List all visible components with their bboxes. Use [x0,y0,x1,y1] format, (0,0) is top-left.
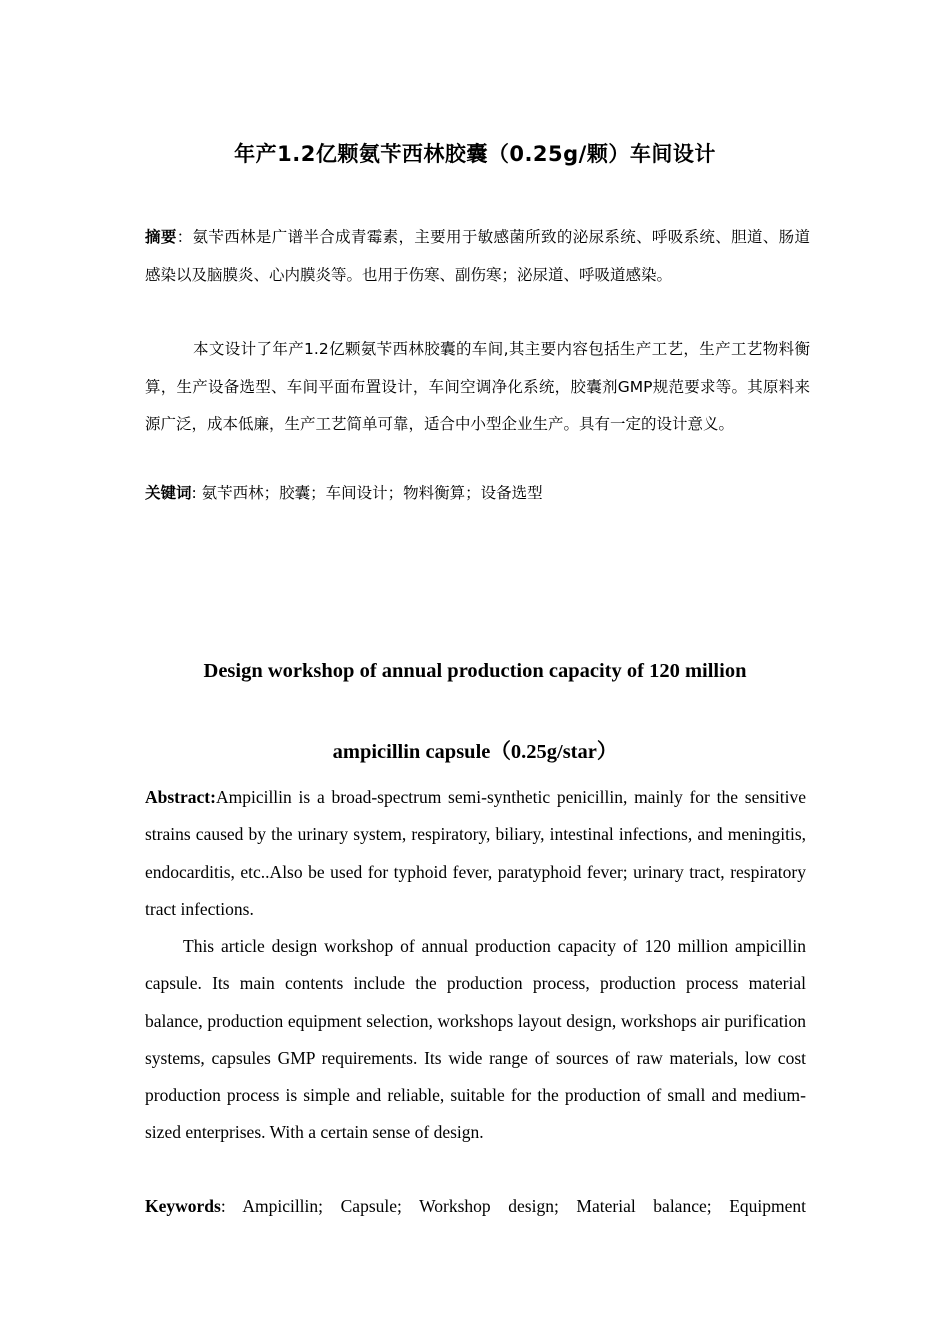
english-abstract [145,779,806,928]
chinese-abstract-text: ：氨苄西林是广谱半合成青霉素，主要用于敏感菌所致的泌尿系统、呼吸系统、胆道、肠道感染以及脑膜炎、心内膜炎等。也用于伤寒、副伤寒；泌尿道、呼吸道感染。 [145,228,810,284]
english-body-paragraph: This article design workshop of annual production capacity of 120 million ampicillin capsule. Its main contents include the production process, production process material balance, production equipment selection, workshops layout design, workshops air purification systems, capsules GMP requirements. Its wide range of sources of raw materials, low cost production process is simple and reliable, suitable for the production of small and medium-sized enterprises. With a certain sense of design. [145,936,806,1143]
chinese-abstract-label: 摘要 [145,228,177,246]
chinese-title: 年产1.2亿颗氨苄西林胶囊（0.25g/颗）车间设计 [234,142,716,166]
chinese-abstract [145,219,810,294]
chinese-keywords-label: 关键词 [145,484,192,502]
english-abstract-label: Abstract: [145,787,216,807]
chinese-keywords [145,475,810,513]
chinese-keywords-text: : 氨苄西林；胶囊；车间设计；物料衡算；设备选型 [191,484,543,502]
english-title-line-2: ampicillin capsule（0.25g/star） [332,741,618,763]
chinese-body-paragraph: 本文设计了年产1.2亿颗氨苄西林胶囊的车间,其主要内容包括生产工艺，生产工艺物料衡算，生产设备选型、车间平面布置设计，车间空调净化系统，胶囊剂GMP规范要求等。其原料来源广泛，成本低廉，生产工艺简单可靠，适合中小型企业生产。具有一定的设计意义。 [145,340,810,433]
english-keywords-label: Keywords [145,1196,221,1216]
english-keywords-text: : Ampicillin; Capsule; Workshop design; Material balance; Equipment [220,1196,806,1216]
english-abstract-text: Ampicillin is a broad-spectrum semi-synthetic penicillin, mainly for the sensitive strains caused by the urinary system, respiratory, biliary, intestinal infections, and meningitis, endocarditis, etc..Also be used for typhoid fever, paratyphoid fever; urinary tract, respiratory tract infections. [145,787,806,919]
english-keywords [145,1188,806,1225]
english-title-line-1: Design workshop of annual production capacity of 120 million [203,660,747,682]
